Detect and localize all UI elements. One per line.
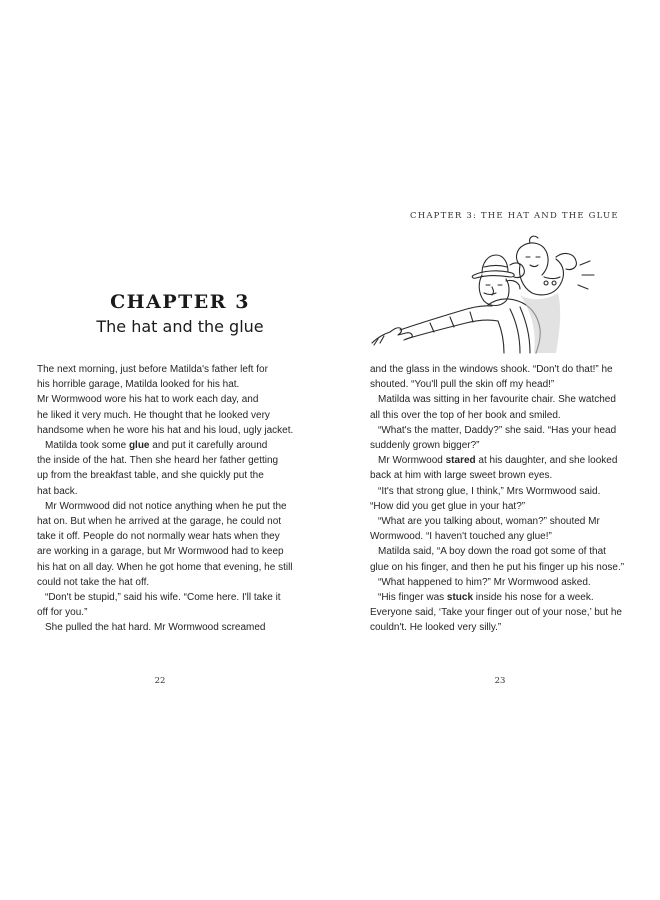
right_page-line: all this over the top of her book and smiled. [370,409,561,421]
left_page-line: Mr Wormwood wore his hat to work each day, and [37,394,259,406]
chapter-title: The hat and the glue [96,317,264,336]
left_page-line: hat back. [37,485,78,497]
chapter-number: CHAPTER 3 [110,291,250,313]
left_page-line: his horrible garage, Matilda looked for his hat. [37,379,240,391]
left_page-line: take it off. People do not normally wear hats when they [37,531,280,543]
left_page-line: could not take the hat off. [37,576,150,588]
illustration-mr-wormwood-hat [370,235,620,355]
left_page-line: off for you.” [37,607,88,619]
right_page-line: Matilda was sitting in her favourite chair. She watched [378,394,616,406]
left_page-line: Matilda took some glue and put it carefully around [45,440,268,452]
left_page-line: Mr Wormwood did not notice anything when he put the [45,500,287,512]
right_page-line: Mr Wormwood stared at his daughter, and she looked [378,455,618,467]
left_page-line: he liked it very much. He thought that he looked very [37,409,270,421]
right_page-line: glue on his finger, and then he put his finger up his nose.” [370,561,625,573]
left_page-line: up from the breakfast table, and she quickly put the [37,470,264,482]
right_page-line: “How did you get glue in your hat?” [370,500,526,512]
left_page-line: The next morning, just before Matilda's father left for [37,364,268,375]
right_page-line: Matilda said, “A boy down the road got some of that [378,546,606,558]
right_page-line: back at him with large sweet brown eyes. [370,470,553,482]
left_page-line: hat on. But when he arrived at the garage, he could not [37,516,282,528]
left_page-line: “Don't be stupid,” said his wife. “Come here. I'll take it [45,592,281,604]
right_page-line: shouted. “You'll pull the skin off my head!” [370,379,555,391]
right_page-line: “What's the matter, Daddy?” she said. “Has your head [378,424,617,436]
right_page-line: and the glass in the windows shook. “Don't do that!” he [370,364,613,375]
right_page-line: Everyone said, ‘Take your finger out of your nose,’ but he [370,607,622,619]
left_page-line: She pulled the hat hard. Mr Wormwood screamed [45,622,266,634]
left_page-line: the inside of the hat. Then she heard her father getting [37,455,279,467]
right_page-line: “What are you talking about, woman?” shouted Mr [378,516,600,528]
right_page-line: “It's that strong glue, I think,” Mrs Wormwood said. [378,485,601,497]
right_page-line: “What happened to him?” Mr Wormwood asked. [378,576,591,588]
running-head: CHAPTER 3: THE HAT AND THE GLUE [410,211,619,221]
right-page [330,0,660,900]
right_page-line: couldn't. He looked very silly.” [370,622,502,634]
page-number-left: 22 [154,676,166,686]
right_page-line: “His finger was stuck inside his nose for a week. [378,592,594,604]
left_page-line: his hat on all day. When he got home that evening, he still [37,561,293,573]
right-body-text [370,362,660,636]
left_page-line: are working in a garage, but Mr Wormwood had to keep [37,546,284,558]
left_page-line: handsome when he wore his hat and his loud, ugly jacket. [37,424,294,436]
left-body-text [37,362,337,636]
right_page-line: suddenly grown bigger?” [370,440,480,452]
page-number-right: 23 [494,676,506,686]
right_page-line: Wormwood. “I haven't touched any glue!” [370,531,552,543]
